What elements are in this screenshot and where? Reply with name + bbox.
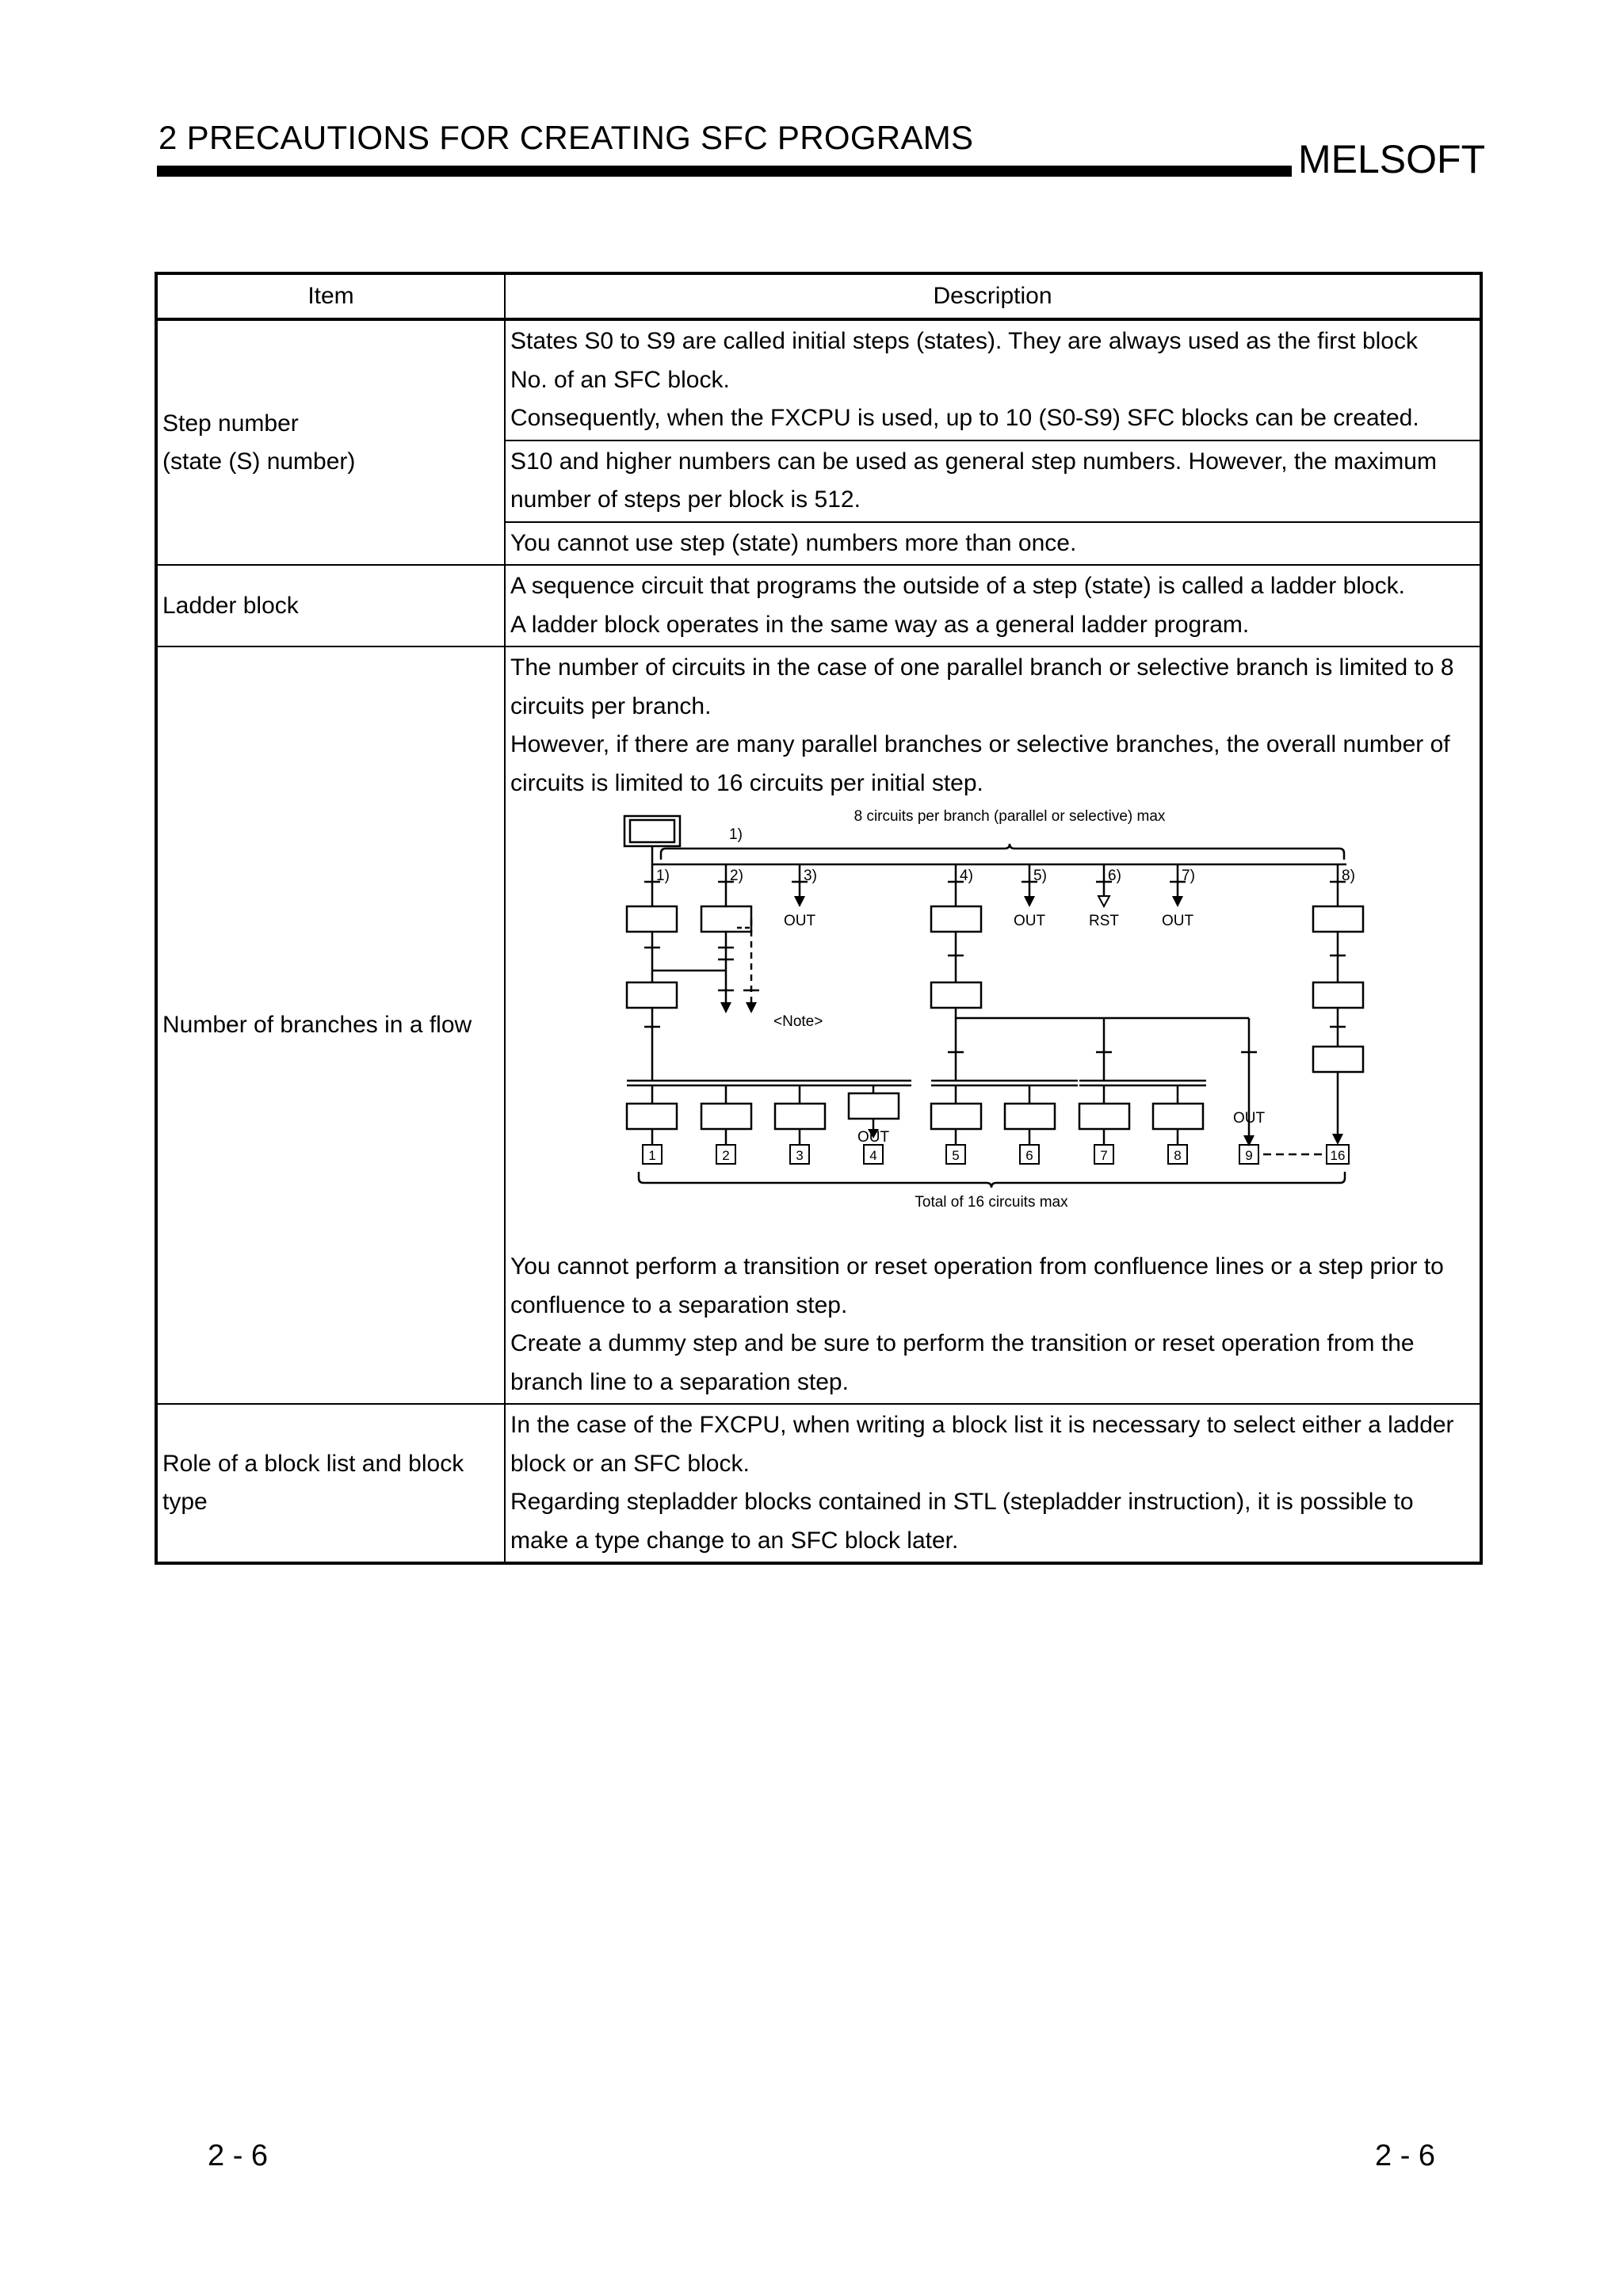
item-cell — [156, 646, 505, 1404]
item-cell — [156, 319, 505, 565]
brand-logo: MELSOFT — [1298, 137, 1486, 181]
description-cell — [505, 1404, 1481, 1563]
description-text: Consequently, when the FXCPU is used, up to 10 (S0-S9) SFC blocks can be created. — [510, 405, 1419, 431]
circuit-number: 1 — [648, 1148, 656, 1163]
note-label: <Note> — [773, 1013, 823, 1030]
branch-label: 3) — [804, 868, 817, 884]
item-text: Role of a block list and block — [162, 1451, 464, 1477]
table-row — [156, 1404, 1481, 1563]
diagram-bottom-label: Total of 16 circuits max — [915, 1194, 1068, 1211]
column-header-item: Item — [156, 273, 505, 319]
rst-label: RST — [1089, 913, 1119, 929]
page-number-right: 2 - 6 — [1375, 2139, 1436, 2172]
circuit-number: 8 — [1174, 1148, 1182, 1163]
description-text: number of steps per block is 512. — [510, 486, 861, 513]
circuit-number: 7 — [1100, 1148, 1108, 1163]
item-cell — [156, 1404, 505, 1563]
branch-label: 2) — [730, 868, 743, 884]
table-row — [156, 646, 1481, 1404]
table-row — [156, 565, 1481, 646]
description-cell — [505, 441, 1481, 522]
description-text: No. of an SFC block. — [510, 366, 730, 393]
item-text: Number of branches in a flow — [162, 1012, 472, 1038]
description-text: S10 and higher numbers can be used as general step numbers. However, the maximum — [510, 448, 1437, 475]
header-rule — [157, 166, 1292, 177]
description-text: confluence to a separation step. — [510, 1291, 848, 1318]
description-text: States S0 to S9 are called initial steps (states). They are always used as the first block — [510, 328, 1418, 354]
description-text: However, if there are many parallel branches or selective branches, the overall number of — [510, 731, 1450, 757]
circuit-number: 9 — [1245, 1148, 1253, 1163]
table-row — [156, 319, 1481, 441]
branch-label: 1) — [656, 868, 670, 884]
description-text: The number of circuits in the case of one parallel branch or selective branch is limited to 8 — [510, 654, 1454, 681]
branch-label: 8) — [1342, 868, 1355, 884]
branch-label: 4) — [960, 868, 973, 884]
out-label: OUT — [1232, 1110, 1266, 1127]
chapter-title: 2 PRECAUTIONS FOR CREATING SFC PROGRAMS — [158, 119, 974, 156]
description-text: You cannot use step (state) numbers more than once. — [510, 529, 1077, 556]
branch-label: 7) — [1182, 868, 1195, 884]
circuit-number: 4 — [869, 1148, 877, 1163]
table-header-row — [156, 273, 1481, 319]
out-label: OUT — [1013, 913, 1046, 929]
description-text: Regarding stepladder blocks contained in STL (stepladder instruction), it is possible to — [510, 1489, 1414, 1515]
sfc-diagram-svg — [510, 803, 1477, 1248]
description-cell — [505, 565, 1481, 646]
description-text: circuits is limited to 16 circuits per initial step. — [510, 769, 983, 796]
description-text: You cannot perform a transition or reset operation from confluence lines or a step prior to — [510, 1253, 1444, 1280]
description-text: block or an SFC block. — [510, 1450, 750, 1477]
item-text: Ladder block — [162, 592, 299, 619]
circuit-number: 2 — [722, 1148, 730, 1163]
description-text: branch line to a separation step. — [510, 1368, 849, 1395]
description-cell — [505, 522, 1481, 566]
description-text: A ladder block operates in the same way as a general ladder program. — [510, 611, 1250, 638]
page-number-left: 2 - 6 — [208, 2139, 269, 2172]
description-text: make a type change to an SFC block later. — [510, 1527, 959, 1554]
diagram-first-branch-label: 1) — [729, 826, 743, 843]
description-cell — [505, 319, 1481, 441]
item-text: (state (S) number) — [162, 448, 356, 475]
item-text: type — [162, 1489, 208, 1515]
branch-label: 5) — [1033, 868, 1047, 884]
out-label: OUT — [1161, 913, 1194, 929]
branch-label: 6) — [1108, 868, 1121, 884]
diagram-top-label: 8 circuits per branch (parallel or selective) max — [854, 808, 1166, 825]
sfc-branch-diagram — [510, 803, 1475, 1248]
out-label: OUT — [783, 913, 816, 929]
description-text: In the case of the FXCPU, when writing a block list it is necessary to select either a ladder — [510, 1412, 1454, 1438]
description-text: Create a dummy step and be sure to perform the transition or reset operation from the — [510, 1330, 1415, 1356]
out-label: OUT — [857, 1129, 890, 1146]
precautions-table — [155, 272, 1483, 1565]
item-cell — [156, 565, 505, 646]
circuit-number: 5 — [952, 1148, 960, 1163]
circuit-number: 6 — [1025, 1148, 1033, 1163]
circuit-number: 3 — [796, 1148, 804, 1163]
description-cell — [505, 646, 1481, 1404]
column-header-description: Description — [505, 273, 1481, 319]
description-text: circuits per branch. — [510, 692, 712, 719]
circuit-number: 16 — [1330, 1148, 1346, 1163]
description-text: A sequence circuit that programs the outside of a step (state) is called a ladder block. — [510, 573, 1405, 599]
item-text: Step number — [162, 410, 299, 437]
